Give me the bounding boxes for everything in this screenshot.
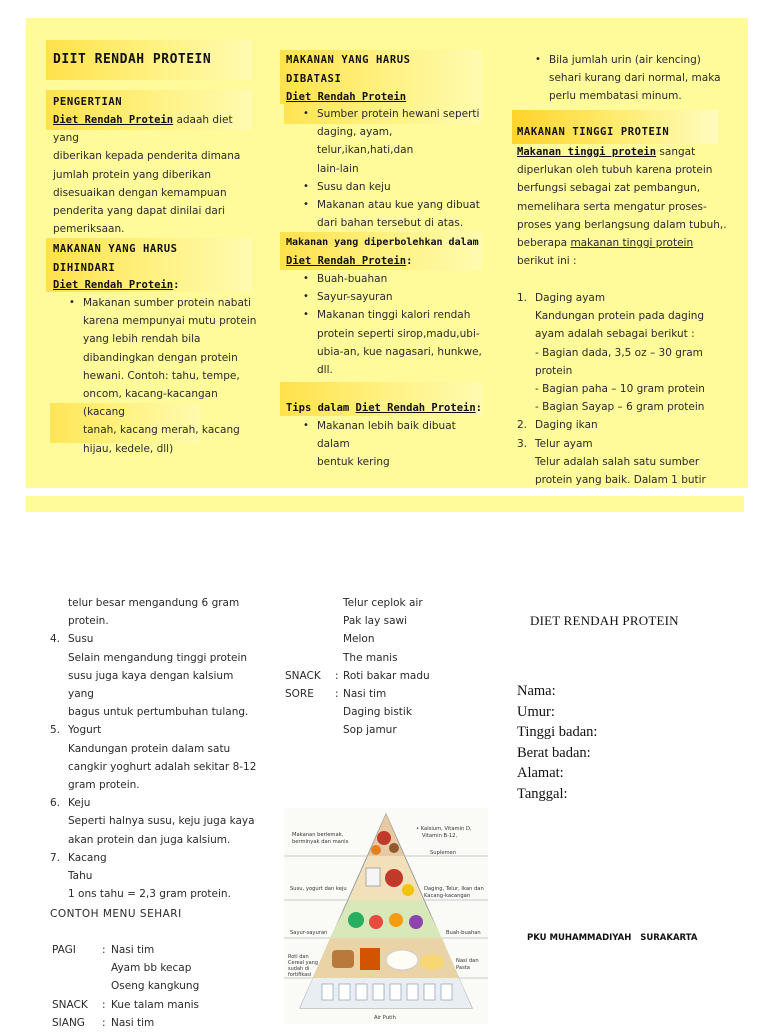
hindari-line: karena mempunyai mutu protein [83, 315, 257, 328]
list-number: 7. [50, 851, 61, 864]
menu-label: SORE [285, 687, 314, 700]
menu-sep: : [102, 944, 106, 956]
list-text: protein yang baik. Dalam 1 butir [535, 474, 706, 487]
list-text: - Bagian dada, 3,5 oz – 30 gram [535, 346, 703, 359]
pengertian-term: Diet Rendah Protein [53, 114, 174, 126]
list-text: - Bagian paha – 10 gram protein [535, 383, 705, 396]
urin-line: sehari kurang dari normal, maka [549, 72, 721, 85]
pyramid-label-base-right [456, 958, 479, 972]
list-text: - Bagian Sayap – 6 gram protein [535, 401, 705, 414]
menu-sep: : [102, 998, 106, 1011]
pyramid-label-bottom: Air Putih [374, 1015, 396, 1021]
tinggi-line: proses yang berlangsung dalam tubuh,. [517, 218, 727, 231]
list-item [50, 867, 260, 885]
list-item [517, 362, 732, 380]
form-field-alamat: Alamat: [517, 765, 564, 781]
pyramid-label-top-left [292, 832, 348, 846]
list-text: protein [535, 364, 573, 377]
list-item [50, 740, 260, 758]
list-text: gram protein. [68, 779, 140, 792]
doc-title: DIIT RENDAH PROTEIN [53, 52, 212, 67]
list-text: susu juga kaya dengan kalsium yang [68, 669, 234, 701]
identity-form [517, 681, 597, 804]
hindari-line: hijau, kedele, dll) [83, 442, 174, 455]
list-item [50, 594, 260, 612]
hindari-line: hewani. Contoh: tahu, tempe, [83, 369, 240, 382]
list-number: 6. [50, 797, 61, 810]
boleh-line: ubia-an, kue nagasari, hunkwe, [317, 345, 482, 358]
hindari-sub-term: Diet Rendah Protein [53, 279, 174, 291]
list-item [517, 435, 732, 453]
menu-item: Melon [343, 633, 375, 646]
list-text: Telur ayam [535, 437, 593, 450]
food-egg [402, 884, 414, 896]
pengertian-line: adaah diet yang [53, 114, 233, 145]
list-item [317, 270, 487, 288]
boleh-line: protein seperti sirop,madu,ubi- [317, 327, 480, 340]
pyramid-label-line: fortifikasi [288, 972, 312, 978]
list-item [517, 471, 732, 489]
list-item [50, 812, 260, 830]
hindari-line: yang lebih rendah bila [83, 333, 201, 346]
dibatasi-line: • Susu dan keju [317, 180, 391, 193]
dibatasi-list [317, 105, 487, 232]
list-text: Kandungan protein pada daging [535, 310, 705, 323]
list-item [549, 51, 729, 106]
tinggi-heading: MAKANAN TINGGI PROTEIN [517, 126, 670, 138]
tinggi-line: berfungsi sebagai zat pembangun, [517, 182, 701, 195]
list-item [317, 105, 487, 178]
menu-sep: : [335, 669, 339, 682]
cover-title: DIET RENDAH PROTEIN [530, 613, 679, 628]
list-text: Kandungan protein dalam satu [68, 742, 231, 755]
menu-item: The manis [343, 651, 398, 664]
dibatasi-heading [286, 51, 411, 89]
dibatasi-heading-line: MAKANAN YANG HARUS [286, 54, 411, 66]
tinggi-line: sangat [656, 146, 696, 158]
menu-row [52, 1014, 262, 1032]
menu-sep: : [102, 1016, 106, 1029]
pyramid-label-line: • Kalsium, Vitamin D, [416, 826, 472, 832]
food-tomato [369, 915, 383, 929]
pengertian-line: disesuaikan dengan kemampuan [53, 186, 227, 199]
list-item [50, 885, 260, 903]
menu-item: Pak lay sawi [343, 615, 408, 628]
list-text: cangkir yoghurt adalah sekitar 8-12 [68, 760, 257, 773]
boleh-line: • Makanan tinggi kalori rendah [317, 309, 471, 322]
hindari-list [83, 294, 258, 458]
list-text: Kacang [68, 851, 107, 864]
list-item [50, 831, 260, 849]
pengertian-line: jumlah protein yang diberikan [53, 168, 212, 181]
tips-prefix: Tips dalam [286, 402, 356, 414]
list-text: akan protein dan juga kalsium. [68, 833, 231, 846]
pengertian-line: penderita yang dapat dinilai dari [53, 205, 226, 218]
form-field-umur: Umur: [517, 703, 555, 720]
boleh-sub-colon: : [406, 255, 413, 267]
list-item [50, 612, 260, 630]
menu-list [52, 941, 262, 1032]
menu-row [285, 703, 485, 721]
hindari-line: oncom, kacang-kacangan (kacang [83, 388, 218, 419]
list-item [50, 758, 260, 776]
menu-item: Oseng kangkung [111, 980, 200, 993]
hindari-sub [53, 276, 179, 294]
food-meat [385, 869, 403, 887]
form-field-berat: Berat badan: [517, 744, 591, 761]
tinggi-link: makanan tinggi protein [570, 237, 694, 250]
list-item [50, 667, 260, 703]
pengertian-line: pemeriksaan. [53, 223, 125, 236]
menu-row [285, 685, 485, 703]
menu-row [285, 667, 485, 685]
pyramid-label-line: Kacang-kacangan [424, 893, 471, 899]
menu-row [52, 996, 262, 1014]
pyramid-label-line: berminyak dan manis [292, 839, 349, 845]
list-item [50, 721, 260, 739]
list-number: 5. [50, 724, 61, 737]
list-item [517, 325, 732, 343]
list-text: Selain mengandung tinggi protein [68, 651, 248, 664]
pyramid-label-low-left: Sayur-sayuran [290, 930, 328, 936]
pyramid-label-top-right [416, 826, 472, 840]
menu-heading: CONTOH MENU SEHARI [50, 908, 182, 920]
tips-line: • Makanan lebih baik dibuat dalam [317, 420, 456, 451]
pyramid-label-line: Vitamin B-12, [422, 833, 458, 839]
list-number: 2. [517, 419, 528, 432]
pyramid-label-low-right: Buah-buahan [446, 930, 481, 936]
list-item [317, 196, 487, 232]
form-field-tinggi: Tinggi badan: [517, 724, 598, 740]
pyramid-label-suplemen: Suplemen [430, 850, 457, 856]
dibatasi-line: • Sumber protein hewani seperti [317, 108, 480, 120]
boleh-list [317, 270, 487, 379]
dibatasi-line: dari bahan tersebut di atas. [317, 217, 464, 230]
pyramid-tier-3 [330, 900, 442, 938]
list-item [317, 306, 487, 379]
tips-heading [286, 399, 482, 417]
dibatasi-line: daging, ayam, telur,ikan,hati,dan [317, 126, 414, 157]
form-field-tanggal: Tanggal: [517, 785, 568, 802]
boleh-sub [286, 252, 412, 270]
menu-row [52, 959, 262, 977]
tinggi-term: Makanan tinggi protein [517, 146, 657, 158]
hindari-heading-line: DIHINDARI [53, 262, 116, 274]
list-item [517, 453, 732, 471]
urin-line: perlu membatasi minum. [549, 90, 682, 103]
pyramid-label-line: sudah di [288, 966, 310, 972]
menu-item: Ayam bb kecap [111, 962, 192, 975]
dibatasi-heading-line: DIBATASI [286, 73, 342, 85]
urin-line: • Bila jumlah urin (air kencing) [549, 54, 701, 66]
protein-list-continued [50, 594, 260, 903]
list-text: Keju [68, 797, 91, 810]
pengertian-text [53, 111, 258, 238]
boleh-sub-term: Diet Rendah Protein [286, 255, 407, 267]
list-text: Daging ayam [535, 292, 606, 304]
list-item [517, 398, 732, 416]
pyramid-label-line: Daging, Telur, Ikan dan [424, 886, 484, 892]
food-broccoli [348, 912, 364, 928]
list-text: Susu [68, 633, 94, 646]
list-number: 4. [50, 633, 61, 646]
list-number: 1. [517, 292, 528, 304]
list-text: Tahu [68, 870, 93, 883]
pyramid-label-line: Makanan berlemak, [292, 832, 344, 838]
menu-item: Sop jamur [343, 724, 397, 737]
dibatasi-sub: Diet Rendah Protein [286, 91, 407, 103]
hindari-line: tanah, kacang merah, kacang [83, 424, 240, 437]
menu-label: SIANG [52, 1016, 85, 1029]
list-text: 1 ons tahu = 2,3 gram protein. [68, 888, 231, 901]
food-sweets [371, 845, 381, 855]
menu-row [285, 721, 485, 739]
list-text: protein. [68, 615, 109, 628]
food-grapes [409, 915, 423, 929]
tips-colon: : [475, 402, 482, 414]
pyramid-label-mid-right [424, 886, 484, 900]
list-text: bagus untuk pertumbuhan tulang. [68, 706, 249, 719]
menu-row [52, 941, 262, 959]
food-pyramid-image [284, 808, 488, 1024]
food-cereal [360, 948, 380, 970]
menu-label: SNACK [52, 998, 88, 1011]
tips-list [317, 417, 487, 472]
list-item [50, 776, 260, 794]
list-item [517, 289, 732, 307]
pyramid-label-line: Pasta [456, 965, 470, 971]
menu-row [285, 630, 485, 648]
menu-list-continued [285, 594, 485, 740]
list-text: Telur adalah salah satu sumber [535, 455, 700, 468]
list-number: 3. [517, 437, 528, 450]
food-chocolate [389, 843, 399, 853]
menu-row [285, 594, 485, 612]
list-item [517, 307, 732, 325]
menu-item: Nasi tim [343, 687, 387, 700]
boleh-heading: Makanan yang diperbolehkan dalam [286, 237, 479, 248]
menu-item: Roti bakar madu [343, 669, 430, 682]
urin-list [549, 51, 729, 106]
menu-label: PAGI [52, 944, 76, 956]
list-item [317, 288, 487, 306]
list-text: Seperti halnya susu, keju juga kaya [68, 815, 255, 828]
menu-item: Nasi tim [111, 944, 155, 956]
boleh-line: • Sayur-sayuran [317, 291, 393, 304]
list-text: Daging ikan [535, 419, 598, 432]
list-item [517, 380, 732, 398]
tinggi-line: beberapa [517, 237, 571, 250]
list-item [317, 178, 487, 196]
food-pasta [420, 954, 444, 970]
footer-institution: PKU MUHAMMADIYAH SURAKARTA [527, 933, 698, 943]
menu-row [285, 612, 485, 630]
list-item [50, 849, 260, 867]
tinggi-line: memelihara serta mengatur proses- [517, 200, 707, 213]
tinggi-line: diperlukan oleh tubuh karena protein [517, 164, 713, 177]
pyramid-label-base-left [288, 954, 318, 978]
food-milk [366, 868, 380, 886]
food-rice [386, 950, 418, 970]
pengertian-line: diberikan kepada penderita dimana [53, 150, 241, 163]
menu-item: Telur ceplok air [343, 597, 423, 609]
menu-label: SNACK [285, 669, 321, 682]
list-item [50, 630, 260, 648]
pengertian-heading: PENGERTIAN [53, 96, 123, 108]
dibatasi-line: lain-lain [317, 162, 359, 175]
list-item [50, 703, 260, 721]
menu-sep: : [335, 687, 339, 700]
menu-row [285, 649, 485, 667]
pyramid-label-line: Cereal yang [288, 960, 318, 966]
divider-band [26, 496, 744, 512]
menu-item: Nasi tim [111, 1016, 155, 1029]
menu-item: Daging bistik [343, 706, 412, 719]
hindari-heading-line: MAKANAN YANG HARUS [53, 243, 178, 255]
boleh-line: dll. [317, 364, 333, 377]
hindari-sub-colon: : [173, 279, 180, 291]
list-text: Yogurt [68, 724, 102, 737]
tinggi-line: berikut ini : [517, 255, 577, 268]
tips-term: Diet Rendah Protein [355, 402, 476, 414]
tips-line: bentuk kering [317, 456, 390, 469]
list-item [517, 416, 732, 434]
tinggi-text [517, 143, 732, 270]
hindari-heading [53, 240, 178, 278]
boleh-line: • Buah-buahan [317, 273, 388, 285]
dibatasi-line: • Makanan atau kue yang dibuat [317, 199, 480, 212]
list-item [50, 649, 260, 667]
food-orange [389, 913, 403, 927]
food-bread [332, 950, 354, 968]
food-cake [377, 831, 391, 845]
pyramid-label-line: Roti dan [288, 954, 309, 960]
menu-item: Kue talam manis [111, 998, 199, 1011]
list-item [50, 794, 260, 812]
list-item [83, 294, 258, 458]
pyramid-label-mid-left: Susu, yogurt dan keju [290, 886, 347, 892]
form-field-nama: Nama: [517, 683, 556, 699]
list-item [317, 417, 487, 472]
tinggi-numbered-list [517, 289, 732, 489]
list-text: telur besar mengandung 6 gram [68, 597, 240, 609]
hindari-line: dibandingkan dengan protein [83, 351, 238, 364]
hindari-line: • Makanan sumber protein nabati [83, 297, 251, 309]
menu-row [52, 977, 262, 995]
list-text: ayam adalah sebagai berikut : [535, 328, 695, 341]
list-item [517, 344, 732, 362]
pyramid-label-line: Nasi dan [456, 958, 479, 964]
